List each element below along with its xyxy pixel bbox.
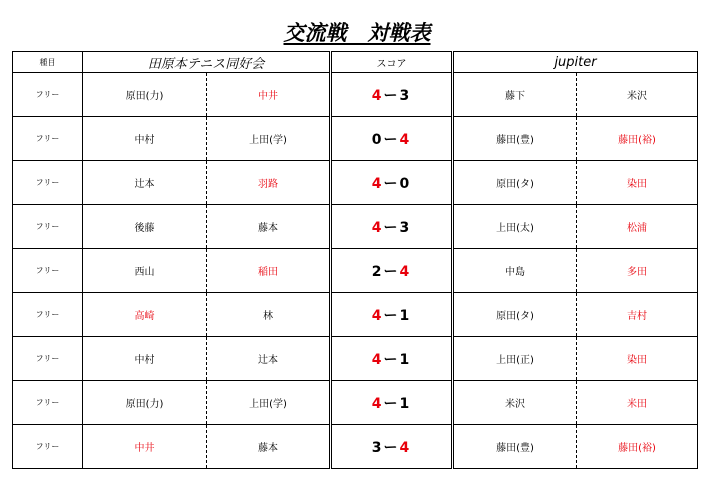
match-table bbox=[12, 51, 698, 469]
header-score: スコア bbox=[331, 52, 453, 73]
score-separator: ー bbox=[383, 307, 400, 324]
team-a-player-2: 辻本 bbox=[207, 337, 331, 381]
team-b-player-2: 米田 bbox=[577, 381, 698, 425]
team-a-player-2: 稲田 bbox=[207, 249, 331, 293]
score-team-b: 3 bbox=[399, 219, 412, 236]
match-category: フリー bbox=[13, 117, 83, 161]
team-a-player-2: 藤本 bbox=[207, 425, 331, 469]
score-team-a: 4 bbox=[371, 175, 384, 192]
team-b-player-2: 米沢 bbox=[577, 73, 698, 117]
table-row bbox=[13, 337, 698, 381]
team-b-player-2: 藤田(裕) bbox=[577, 425, 698, 469]
team-b-player-1: 中島 bbox=[453, 249, 577, 293]
team-b-player-1: 米沢 bbox=[453, 381, 577, 425]
match-score bbox=[331, 117, 453, 161]
score-team-a: 4 bbox=[371, 87, 384, 104]
header-team-a bbox=[83, 52, 331, 73]
team-a-player-1: 西山 bbox=[83, 249, 207, 293]
team-b-player-2: 染田 bbox=[577, 161, 698, 205]
team-a-player-2: 上田(学) bbox=[207, 381, 331, 425]
team-a-name: 田原本テニス同好会 bbox=[147, 56, 265, 72]
score-separator: ー bbox=[383, 131, 400, 148]
score-separator: ー bbox=[383, 395, 400, 412]
table-row bbox=[13, 425, 698, 469]
score-team-a: 4 bbox=[371, 219, 384, 236]
team-b-player-1: 藤下 bbox=[453, 73, 577, 117]
team-a-player-1: 中村 bbox=[83, 337, 207, 381]
match-category: フリー bbox=[13, 381, 83, 425]
team-b-player-1: 藤田(豊) bbox=[453, 117, 577, 161]
title-text: 交流戦 対戦表 bbox=[283, 21, 431, 45]
match-score bbox=[331, 205, 453, 249]
team-b-player-2: 多田 bbox=[577, 249, 698, 293]
table-header-row bbox=[13, 52, 698, 73]
score-team-a: 3 bbox=[371, 439, 384, 456]
score-separator: ー bbox=[383, 87, 400, 104]
team-a-player-1: 後藤 bbox=[83, 205, 207, 249]
team-a-player-2: 林 bbox=[207, 293, 331, 337]
team-a-player-1: 中村 bbox=[83, 117, 207, 161]
match-category: フリー bbox=[13, 293, 83, 337]
score-team-a: 4 bbox=[371, 351, 384, 368]
match-score bbox=[331, 73, 453, 117]
team-a-player-2: 羽路 bbox=[207, 161, 331, 205]
match-score bbox=[331, 425, 453, 469]
score-separator: ー bbox=[383, 351, 400, 368]
team-a-player-2: 中井 bbox=[207, 73, 331, 117]
match-score bbox=[331, 337, 453, 381]
match-score bbox=[331, 293, 453, 337]
team-b-player-1: 藤田(豊) bbox=[453, 425, 577, 469]
score-team-a: 2 bbox=[371, 263, 384, 280]
team-a-player-1: 辻本 bbox=[83, 161, 207, 205]
score-team-a: 4 bbox=[371, 395, 384, 412]
team-a-player-1: 原田(力) bbox=[83, 73, 207, 117]
match-category: フリー bbox=[13, 337, 83, 381]
score-team-b: 1 bbox=[399, 395, 412, 412]
header-team-b bbox=[453, 52, 698, 73]
team-b-player-2: 松浦 bbox=[577, 205, 698, 249]
team-a-player-1: 中井 bbox=[83, 425, 207, 469]
score-team-b: 4 bbox=[399, 439, 412, 456]
team-b-name: jupiter bbox=[554, 54, 597, 70]
match-category: フリー bbox=[13, 73, 83, 117]
team-b-player-1: 上田(太) bbox=[453, 205, 577, 249]
score-team-b: 1 bbox=[399, 307, 412, 324]
match-score bbox=[331, 249, 453, 293]
match-score bbox=[331, 161, 453, 205]
score-separator: ー bbox=[383, 219, 400, 236]
table-row bbox=[13, 73, 698, 117]
score-team-b: 4 bbox=[399, 263, 412, 280]
team-b-player-2: 吉村 bbox=[577, 293, 698, 337]
team-a-player-2: 上田(学) bbox=[207, 117, 331, 161]
team-b-player-1: 上田(正) bbox=[453, 337, 577, 381]
team-a-player-2: 藤本 bbox=[207, 205, 331, 249]
header-category: 種目 bbox=[13, 52, 83, 73]
score-separator: ー bbox=[383, 439, 400, 456]
score-team-b: 4 bbox=[399, 131, 412, 148]
team-b-player-1: 原田(タ) bbox=[453, 293, 577, 337]
table-row bbox=[13, 205, 698, 249]
team-b-player-2: 染田 bbox=[577, 337, 698, 381]
table-row bbox=[13, 161, 698, 205]
table-row bbox=[13, 117, 698, 161]
team-b-player-1: 原田(タ) bbox=[453, 161, 577, 205]
match-score bbox=[331, 381, 453, 425]
table-row bbox=[13, 381, 698, 425]
team-a-player-1: 原田(力) bbox=[83, 381, 207, 425]
score-team-b: 1 bbox=[399, 351, 412, 368]
score-team-a: 0 bbox=[371, 131, 384, 148]
match-table-body bbox=[13, 52, 698, 469]
match-category: フリー bbox=[13, 161, 83, 205]
score-team-b: 0 bbox=[399, 175, 412, 192]
score-separator: ー bbox=[383, 175, 400, 192]
score-team-b: 3 bbox=[399, 87, 412, 104]
team-a-player-1: 高崎 bbox=[83, 293, 207, 337]
score-separator: ー bbox=[383, 263, 400, 280]
score-team-a: 4 bbox=[371, 307, 384, 324]
table-row bbox=[13, 249, 698, 293]
match-category: フリー bbox=[13, 249, 83, 293]
table-row bbox=[13, 293, 698, 337]
page-title bbox=[0, 20, 714, 46]
match-category: フリー bbox=[13, 425, 83, 469]
team-b-player-2: 藤田(裕) bbox=[577, 117, 698, 161]
match-category: フリー bbox=[13, 205, 83, 249]
